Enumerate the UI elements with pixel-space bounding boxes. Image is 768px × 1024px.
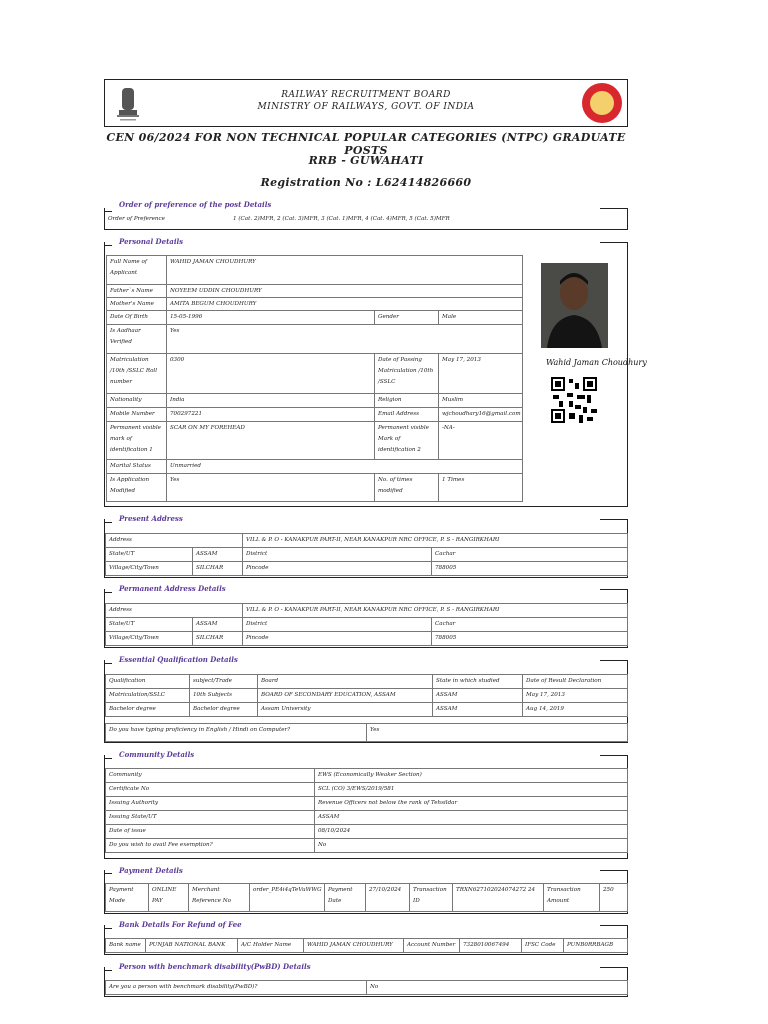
qual-header-result-date: Date of Result Declaration: [523, 675, 628, 689]
community-label: Community: [106, 769, 315, 783]
matric-roll-value: 0300: [167, 354, 375, 394]
dob-value: 15-05-1996: [167, 311, 375, 325]
mobile-value: 700297221: [167, 408, 375, 422]
personal-section-title: Personal Details: [119, 237, 184, 246]
merchant-ref-label: Merchant Reference No: [189, 884, 250, 912]
permanent-state-value: ASSAM: [193, 618, 243, 632]
permanent-village-label: Village/City/Town: [106, 632, 193, 646]
mother-value: AMITA BEGUM CHOUDHURY: [167, 298, 523, 311]
mother-label: Mother's Name: [107, 298, 167, 311]
transaction-id-value: TRXN627102024074272 24: [453, 884, 544, 912]
typing-question: Do you have typing proficiency in English / Hindi on Computer?: [106, 724, 367, 742]
personal-details-table: [106, 255, 523, 502]
ifsc-label: IFSC Code: [522, 939, 564, 953]
community-section-title: Community Details: [119, 750, 195, 759]
table-row: [106, 769, 628, 783]
issuing-state-value: ASSAM: [315, 811, 628, 825]
qual-cell: May 17, 2013: [523, 689, 628, 703]
religion-label: Religion: [375, 394, 439, 408]
table-row: [106, 839, 628, 853]
transaction-amount-value: 250: [600, 884, 628, 912]
qualification-section-title: Essential Qualification Details: [119, 655, 238, 664]
permanent-address-table: [105, 603, 628, 646]
rrb-name: RRB - GUWAHATI: [308, 154, 424, 167]
issuing-state-label: Issuing State/UT: [106, 811, 315, 825]
present-address-value: VILL & P. O - KANAKPUR PART-II, NEAR KANAKPUR NRC OFFICE, P. S - RANGIRKHARI: [243, 534, 628, 548]
pwbd-question: Are you a person with benchmark disability(PwBD)?: [106, 981, 367, 995]
ifsc-value: PUNB0RRBAGB: [564, 939, 628, 953]
account-number-label: Account Number: [404, 939, 460, 953]
table-row: [106, 797, 628, 811]
present-address-title: Present Address: [119, 514, 183, 523]
pass-date-label: Date of Passing Matriculation /10th /SSLC: [375, 354, 439, 394]
pwbd-section-title: Person with benchmark disability(PwBD) Details: [119, 962, 311, 971]
payment-mode-value: ONLINE PAY: [149, 884, 189, 912]
transaction-id-label: Transaction ID: [410, 884, 453, 912]
nationality-label: Nationality: [107, 394, 167, 408]
email-value: wjchoudhary16@gmail.com: [439, 408, 523, 422]
bank-section-title: Bank Details For Refund of Fee: [119, 920, 242, 929]
marital-label: Marital Status: [107, 460, 167, 474]
typing-table: [105, 723, 628, 742]
times-value: 1 Times: [439, 474, 523, 502]
payment-date-value: 27/10/2024: [366, 884, 410, 912]
preference-label: Order of Preference: [108, 216, 165, 222]
authority-value: Revenue Officers not below the rank of Tehsildar: [315, 797, 628, 811]
qual-header-state: State in which studied: [433, 675, 523, 689]
payment-date-label: Payment Date: [325, 884, 366, 912]
community-table: [105, 768, 628, 853]
permanent-state-label: State/UT: [106, 618, 193, 632]
present-state-label: State/UT: [106, 548, 193, 562]
modified-value: Yes: [167, 474, 375, 502]
name-label: Full Name of Applicant: [107, 256, 167, 285]
aadhaar-label: Is Aadhaar Verified: [107, 325, 167, 354]
matric-roll-label: Matriculation /10th /SSLC Roll number: [107, 354, 167, 394]
qual-cell: Bachelor degree: [106, 703, 190, 717]
pass-date-value: May 17, 2013: [439, 354, 523, 394]
mark1-value: SCAR ON MY FOREHEAD: [167, 422, 375, 460]
qual-cell: Bachelor degree: [190, 703, 258, 717]
bank-table: [105, 938, 628, 953]
payment-table: [105, 883, 628, 912]
qual-header-qualification: Qualification: [106, 675, 190, 689]
certificate-value: SCL (CO) 3/EWS/2019/581: [315, 783, 628, 797]
table-row: [106, 811, 628, 825]
fee-exemption-value: No: [315, 839, 628, 853]
holder-value: WAHID JAMAN CHOUDHURY: [304, 939, 404, 953]
indian-railways-logo-icon: [582, 83, 622, 123]
table-row: [106, 703, 628, 717]
typing-answer: Yes: [367, 724, 628, 742]
permanent-pincode-label: Pincode: [243, 632, 432, 646]
mobile-label: Mobile Number: [107, 408, 167, 422]
aadhaar-value: Yes: [167, 325, 523, 354]
transaction-amount-label: Transaction Amount: [544, 884, 600, 912]
account-number-value: 7328010067494: [460, 939, 522, 953]
issue-date-label: Date of issue: [106, 825, 315, 839]
payment-mode-label: Payment Mode: [106, 884, 149, 912]
qual-cell: Aug 14, 2019: [523, 703, 628, 717]
qual-cell: 10th Subjects: [190, 689, 258, 703]
mark2-value: -NA-: [439, 422, 523, 460]
nationality-value: India: [167, 394, 375, 408]
table-row: [106, 689, 628, 703]
pwbd-answer: No: [367, 981, 628, 995]
header-box: [104, 79, 628, 127]
dob-label: Date Of Birth: [107, 311, 167, 325]
present-pincode-label: Pincode: [243, 562, 432, 576]
permanent-address-value: VILL & P. O - KANAKPUR PART-II, NEAR KANAKPUR NRC OFFICE, P. S - RANGIRKHARI: [243, 604, 628, 618]
present-address-label: Address: [106, 534, 243, 548]
qual-cell: Assam University: [258, 703, 433, 717]
holder-label: A/C Holder Name: [238, 939, 304, 953]
pwbd-table: [105, 980, 628, 995]
father-label: Father`s Name: [107, 285, 167, 298]
cen-title: CEN 06/2024 FOR NON TECHNICAL POPULAR CATEGORIES (NTPC) GRADUATE POSTS: [106, 131, 626, 157]
present-district-label: District: [243, 548, 432, 562]
qual-cell: Matriculation/SSLC: [106, 689, 190, 703]
certificate-label: Certificate No: [106, 783, 315, 797]
issue-date-value: 08/10/2024: [315, 825, 628, 839]
table-row: [106, 825, 628, 839]
permanent-address-label: Address: [106, 604, 243, 618]
qual-cell: ASSAM: [433, 689, 523, 703]
mark2-label: Permanent visible Mark of identification 2: [375, 422, 439, 460]
name-value: WAHID JAMAN CHOUDHURY: [167, 256, 523, 285]
qualification-table: [105, 674, 628, 717]
present-district-value: Cachar: [432, 548, 628, 562]
gender-value: Male: [439, 311, 523, 325]
qual-header-subject: subject/Trade: [190, 675, 258, 689]
qual-header-board: Board: [258, 675, 433, 689]
board-name: RAILWAY RECRUITMENT BOARD: [281, 90, 451, 100]
registration-number: Registration No : L62414826660: [260, 176, 472, 189]
table-row: [106, 783, 628, 797]
permanent-address-title: Permanent Address Details: [119, 584, 226, 593]
merchant-ref-value: order_PE4i4qTeVuWWG: [250, 884, 325, 912]
times-label: No. of times modified: [375, 474, 439, 502]
preference-value: 1 (Cat. 2)MFR, 2 (Cat. 3)MFR, 3 (Cat. 1)MFR, 4 (Cat. 4)MFR, 5 (Cat. 5)MFR: [233, 216, 450, 222]
signature-image: [544, 352, 647, 372]
present-state-value: ASSAM: [193, 548, 243, 562]
fee-exemption-label: Do you wish to avail Fee exemption?: [106, 839, 315, 853]
qr-code-icon: [551, 377, 597, 423]
present-village-value: SILCHAR: [193, 562, 243, 576]
svg-text:Wahid Jaman Choudhury: Wahid Jaman Choudhury: [546, 358, 647, 367]
ministry-name: MINISTRY OF RAILWAYS, GOVT. OF INDIA: [257, 102, 475, 112]
qual-cell: BOARD OF SECONDARY EDUCATION, ASSAM: [258, 689, 433, 703]
community-value: EWS (Economically Weaker Section): [315, 769, 628, 783]
father-value: NOYEEM UDDIN CHOUDHURY: [167, 285, 523, 298]
permanent-district-value: Cachar: [432, 618, 628, 632]
gender-label: Gender: [375, 311, 439, 325]
qual-cell: ASSAM: [433, 703, 523, 717]
bank-name-value: PUNJAB NATIONAL BANK: [146, 939, 238, 953]
modified-label: Is Application Modified: [107, 474, 167, 502]
preference-section-title: Order of preference of the post Details: [119, 200, 272, 209]
present-village-label: Village/City/Town: [106, 562, 193, 576]
authority-label: Issuing Authority: [106, 797, 315, 811]
permanent-village-value: SILCHAR: [193, 632, 243, 646]
payment-section-title: Payment Details: [119, 866, 183, 875]
marital-value: Unmarried: [167, 460, 523, 474]
bank-name-label: Bank name: [106, 939, 146, 953]
permanent-district-label: District: [243, 618, 432, 632]
religion-value: Muslim: [439, 394, 523, 408]
email-label: Email Address: [375, 408, 439, 422]
present-address-table: [105, 533, 628, 576]
permanent-pincode-value: 788005: [432, 632, 628, 646]
applicant-photo: [541, 263, 608, 348]
mark1-label: Permanent visible mark of identification 1: [107, 422, 167, 460]
present-pincode-value: 788005: [432, 562, 628, 576]
